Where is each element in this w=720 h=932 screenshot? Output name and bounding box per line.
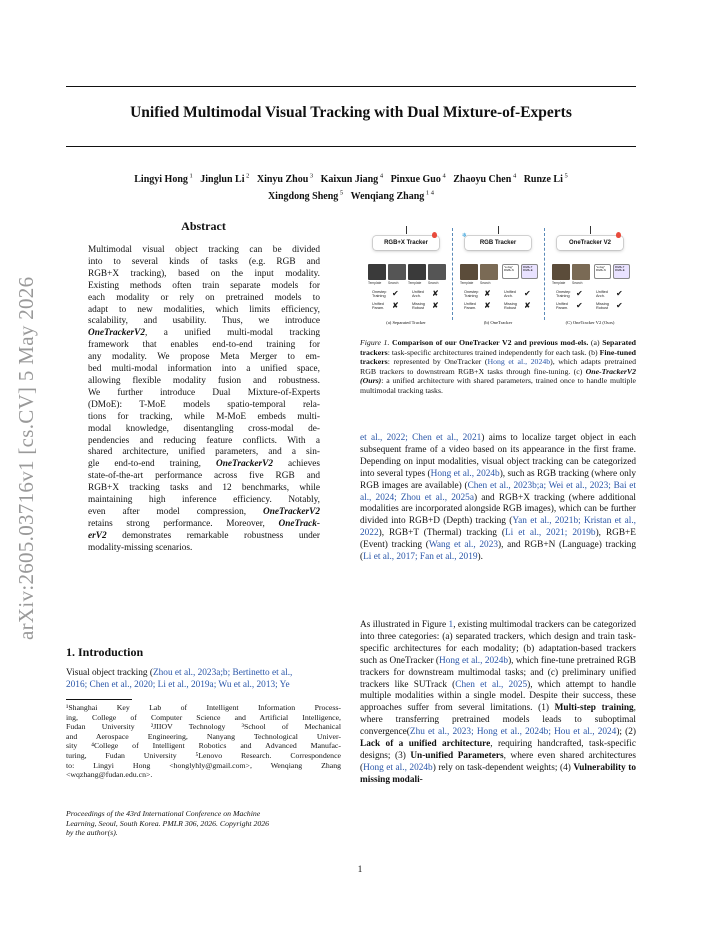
bold-text: els.: [577, 338, 589, 347]
model-name: OneTrackerV2: [88, 328, 145, 339]
modality-callout: "a dog" RGB+N: [502, 264, 519, 279]
thumbnail-label: Search: [480, 281, 491, 285]
frame-thumbnail: [408, 264, 426, 280]
modality-callout: RGB+T RGB+E: [613, 264, 630, 279]
author-name: Wenqiang Zhang $^{1 4}$: [350, 189, 435, 202]
text-run: ), which attempt to handle multiple modalities within a single model. Despite their success, these approaches suffer from several limitations. (1): [360, 679, 636, 714]
footnote-line: ing, College of Computer Science and Artificial Intelligence,: [66, 712, 341, 722]
text-run: : task-specific architectures trained independently for each task. (b): [387, 347, 600, 357]
introduction-first-lines: [66, 668, 341, 692]
bold-text: Comparison of our OneTracker V2 and previous mod-: [392, 338, 578, 347]
citation-link[interactable]: Hong et al., 2024b: [363, 762, 433, 773]
footnote-line: to: Lingyi Hong <honglyhly@gmail.com>, Wenqiang Zhang: [66, 760, 341, 770]
abstract-line: scalability, and usability. Thus, we introduce: [88, 316, 320, 327]
section-heading-introduction: 1. Introduction: [66, 645, 144, 659]
affiliation-mark: 1 4: [424, 189, 435, 197]
footnote-line: turing, Fudan University ⁵Lenovo Research. Correspondence: [66, 750, 341, 760]
caption-text: [360, 338, 636, 396]
abstract-line: OneTrackerV2, a unified multi-modal tracking: [88, 328, 320, 339]
abstract-line: bed multi-modal information into a unified space,: [88, 364, 320, 375]
abstract-line: each modality or rely on pretrained models to: [88, 292, 320, 303]
text-run: , requiring handcrafted, task-specific designs; (3): [360, 739, 636, 761]
abstract-line: tions for tracking, while M-MoE embeds multi-: [88, 411, 320, 422]
text-run: ), such as RGB tracking (where only RGB images are available) (: [360, 468, 636, 491]
snowflake-icon: ❄: [462, 232, 468, 239]
panel-label: (b) OneTracker: [483, 320, 513, 325]
thumbnail-label: Search: [428, 281, 439, 285]
thumbnail-label: Template: [408, 281, 422, 285]
author-name: Pinxue Guo $^4$: [390, 173, 446, 186]
arrow-up-icon: [498, 226, 499, 234]
check-icon: ✔: [576, 289, 583, 298]
criterion-label: Missing Robust: [412, 302, 425, 311]
text-run: , existing multimodal trackers can be categorized into three categories: (a) separated trackers, which design and train task-specific architectures for each modality; (b) adaptation-based trackers such as OneTracker (: [360, 620, 637, 666]
citation-link[interactable]: Chen et al., 2025: [455, 679, 528, 690]
panel-label: (a) Separated Tracker: [386, 320, 426, 325]
author-name: Lingyi Hong $^1$: [134, 173, 193, 186]
abstract-body: [88, 245, 320, 555]
figure-panel: [452, 224, 544, 332]
fire-icon: [432, 232, 437, 238]
paper-title: Unified Multimodal Visual Tracking with Dual Mixture-of-Experts: [130, 104, 572, 121]
affiliation-mark: 5: [338, 189, 344, 197]
arrow-up-icon: [590, 226, 591, 234]
text-run: ) aims to localize target object in each subsequent frame of a video based on its appearance in the first frame. Depending on input modalities, visual object tracking can be categorized into several types (: [360, 433, 637, 479]
proceedings-note: [66, 809, 341, 838]
bold-text: Fine-tuned trackers: [360, 347, 636, 367]
criterion-label: Onestep Training: [556, 290, 571, 299]
bold-text: Separated trackers: [360, 338, 636, 357]
paragraph-text: [360, 433, 636, 564]
footnote-line: sity ⁴College of Intelligent Robotics and Advanced Manufac-: [66, 741, 341, 751]
footnote-line: Fudan University ²JIIOV Technology ³School of Mechanical: [66, 722, 341, 732]
frame-thumbnail: [460, 264, 478, 280]
bold-text: Multi-step training: [554, 703, 634, 714]
affiliation-mark: 4: [440, 173, 446, 180]
frame-thumbnail: [552, 264, 570, 280]
modality-callout: RGB+T RGB+E: [521, 264, 538, 279]
abstract-line: We further introduce Dual Mixture-of-Experts: [88, 387, 320, 398]
footnote-line: and Aerospace Engineering, Nanyang Technological Univer-: [66, 731, 341, 741]
criterion-label: Unified Arch.: [596, 290, 608, 299]
cross-icon: ✘: [524, 301, 531, 310]
text-run: : a unified architecture with shared parameters, trained once to handle multiple multimodal tracking tasks.: [360, 376, 636, 395]
text-run: , where transferring pretrained models leads to suboptimal convergence(: [360, 703, 636, 738]
citation-link[interactable]: 2016; Chen et al., 2020; Li et al., 2019a; Wu et al., 2013; Ye: [66, 679, 290, 690]
introduction-paragraph-2: [360, 620, 636, 787]
criterion-label: Missing Robust: [504, 302, 517, 311]
panel-divider: [544, 228, 545, 320]
bold-text: Vulnerability to missing modali-: [360, 762, 636, 785]
thumbnail-label: Search: [388, 281, 399, 285]
citation-link[interactable]: Hong et al., 2024b: [439, 655, 509, 666]
check-icon: ✔: [524, 289, 531, 298]
tracker-box: RGB Tracker: [465, 236, 531, 250]
citation-link[interactable]: Chen et al., 2023b;a; Wei et al., 2023; Bai et al., 2024; Zhou et al., 2025a: [360, 480, 636, 503]
figure-1: [360, 224, 636, 332]
criterion-label: Onestep Training: [372, 290, 387, 299]
abstract-line: pendencies and reducing feature conflicts. With a: [88, 435, 320, 446]
abstract-line: retains strong performance. Moreover, OneTrack-: [88, 518, 320, 529]
title-bottom-rule: [66, 146, 636, 147]
citation-link[interactable]: Hong et al., 2024b: [430, 468, 500, 479]
thumbnail-label: Search: [572, 281, 583, 285]
footnote-rule: [66, 699, 132, 700]
arrow-up-icon: [406, 226, 407, 234]
affiliation-mark: 3: [308, 173, 314, 180]
abstract-line: RGB+X tracking), based on the input modality.: [88, 268, 320, 279]
figure-1-caption: [360, 338, 636, 396]
footnote-line: <wqzhang@fudan.edu.cn>.: [66, 770, 153, 780]
affiliation-footnote: [66, 703, 341, 780]
frame-thumbnail: [572, 264, 590, 280]
check-icon: ✔: [616, 289, 623, 298]
paragraph-text: [360, 620, 636, 787]
criterion-label: Onestep Training: [464, 290, 479, 299]
italic-text: Figure 1.: [360, 338, 393, 347]
intro-text: Visual object tracking (: [66, 668, 153, 678]
model-name: OneTrackerV2: [215, 459, 273, 470]
fire-icon: [616, 232, 621, 238]
citation-link[interactable]: Li et al., 2017; Fan et al., 2019: [363, 552, 478, 563]
affiliation-mark: 4: [378, 173, 384, 180]
citation-link[interactable]: Hong et al., 2024b: [487, 357, 551, 367]
author-name: Runze Li $^5$: [523, 173, 568, 186]
abstract-line: erV2 demonstrates remarkable robustness under: [88, 530, 320, 541]
proceedings-line: Proceedings of the 43rd International Conference on Machine: [66, 809, 261, 818]
abstract-line: even after model compression, OneTrackerV2: [88, 506, 320, 517]
top-rule: [66, 86, 636, 87]
affiliation-mark: 1: [187, 173, 193, 180]
thumbnail-label: Template: [460, 281, 474, 285]
abstract-line: adapt to new modalities, which limits efficiency,: [88, 304, 320, 315]
introduction-paragraph-1: [360, 433, 636, 564]
model-name: OneTrackerV2: [263, 506, 320, 517]
author-list: [66, 170, 636, 203]
panel-divider: [452, 228, 453, 320]
citation-link[interactable]: Zhou et al., 2023a;b; Bertinetto et al.,: [152, 668, 293, 678]
text-run: ).: [477, 552, 483, 563]
frame-thumbnail: [388, 264, 406, 280]
modality-callout: "a dog" RGB+N: [594, 264, 611, 279]
model-name: OneTrack-: [278, 518, 320, 529]
author-name: Kaixun Jiang $^4$: [320, 173, 384, 186]
criterion-label: Unified Param.: [556, 302, 569, 311]
frame-thumbnail: [428, 264, 446, 280]
cross-icon: ✘: [432, 289, 439, 298]
author-name: Jinglun Li $^2$: [200, 173, 250, 186]
abstract-line: maintaining high inference efficiency. Notably,: [88, 495, 320, 506]
frame-thumbnail: [368, 264, 386, 280]
abstract-line: Existing methods often train separate models for: [88, 280, 320, 291]
frame-thumbnail: [480, 264, 498, 280]
proceedings-line: Learning, Seoul, South Korea. PMLR 306, 2026. Copyright 2026: [66, 818, 270, 828]
proceedings-line: by the author(s).: [66, 828, 118, 838]
abstract-line: Multimodal visual object tracking can be divided: [88, 245, 320, 255]
text-run: ), which fine-tune pretrained RGB trackers for downstream multimodal tasks; and (c) preliminary unified trackers like SUTrack (: [360, 655, 636, 690]
cross-icon: ✘: [392, 301, 399, 310]
footnote-line: ¹Shanghai Key Lab of Intelligent Information Process-: [66, 703, 341, 712]
abstract-line: any modality. We propose Meta Merger to em-: [88, 352, 320, 363]
citation-link[interactable]: Li et al., 2021; 2019b: [504, 528, 596, 539]
abstract-heading: Abstract: [181, 219, 226, 233]
abstract-line: allowing flexible modality fusion and robustness.: [88, 375, 320, 386]
criterion-label: Unified Arch.: [504, 290, 516, 299]
arxiv-identifier[interactable]: arXiv:2605.03716v1 [cs.CV] 5 May 2026: [14, 276, 38, 640]
author-name: Zhaoyu Chen $^4$: [453, 173, 517, 186]
model-name: erV2: [88, 530, 107, 541]
abstract-line: gle end-to-end training, OneTrackerV2 achieves: [88, 459, 321, 470]
text-run: , where even shared architectures (: [360, 750, 636, 773]
author-name: Xinyu Zhou $^3$: [256, 173, 314, 186]
text-run: ), and RGB+N (Language) tracking (: [360, 540, 636, 563]
thumbnail-label: Template: [552, 281, 566, 285]
bold-text: Un-unified Parameters: [410, 750, 504, 761]
abstract-line: framework that enables end-to-end training for: [88, 340, 320, 351]
abstract-line: (DMoE): T-MoE models spatio-temporal rela-: [88, 399, 320, 410]
abstract-line: modality-missing scenarios.: [88, 542, 193, 553]
abstract-line: RGB+X tracking tasks and 12 benchmarks, while: [88, 483, 320, 494]
figure-panel: [360, 224, 452, 332]
tracker-box: RGB+X Tracker: [373, 236, 439, 250]
citation-link[interactable]: Yan et al., 2021b; Kristan et al., 2022: [360, 516, 636, 539]
text-run: ); (2): [616, 727, 637, 738]
affiliation-mark: 5: [562, 173, 568, 180]
abstract-line: modal knowledge, disentangling cross-modal de-: [88, 423, 320, 434]
text-run: ), RGB+E (Event) tracking (: [360, 528, 636, 551]
affiliation-mark: 2: [244, 173, 250, 180]
cross-icon: ✘: [484, 289, 491, 298]
criterion-label: Missing Robust: [596, 302, 609, 311]
bold-text: Lack of a unified architecture: [360, 739, 491, 750]
criterion-label: Unified Param.: [464, 302, 477, 311]
criterion-label: Unified Arch.: [412, 290, 424, 299]
figure-panel: [544, 224, 636, 332]
check-icon: ✔: [576, 301, 583, 310]
affiliation-mark: 4: [511, 173, 517, 180]
cross-icon: ✘: [484, 301, 491, 310]
text-run: ) and RGB+X tracking (where additional modalities are incorporated alongside RGB images), which can be further divided into RGB+D (Depth) tracking (: [360, 492, 636, 527]
author-name: Xingdong Sheng $^5$: [267, 189, 344, 202]
page-number: 1: [357, 865, 363, 875]
tracker-box: OneTracker V2: [557, 236, 623, 250]
citation-link[interactable]: Zhu et al., 2023; Hong et al., 2024b; Hou et al., 2024: [409, 727, 617, 738]
criterion-label: Unified Param.: [372, 302, 385, 311]
text-run: ) rely on task-dependent weights; (4): [432, 762, 574, 773]
text-run: (a): [588, 338, 603, 347]
text-run: ), which adapts pretrained RGB trackers to downstream RGB+X tasks through fine-tuning. (c): [360, 357, 636, 376]
text-run: As illustrated in Figure: [360, 620, 449, 630]
cross-icon: ✘: [432, 301, 439, 310]
abstract-line: shared architecture, unified parameters, and a sin-: [88, 447, 320, 458]
text-run: : represented by OneTracker (: [387, 357, 488, 367]
bold-italic-text: One-TrackerV2 (Ours): [360, 366, 636, 386]
citation-link[interactable]: Wang et al., 2023: [428, 540, 498, 551]
thumbnail-label: Template: [368, 281, 382, 285]
check-icon: ✔: [616, 301, 623, 310]
citation-link[interactable]: et al., 2022; Chen et al., 2021: [360, 433, 482, 443]
panel-label: (C) OneTracker V2 (Ours): [565, 320, 615, 325]
abstract-line: state-of-the-art performance across five RGB and: [88, 471, 320, 482]
text-run: ), RGB+T (Thermal) tracking (: [378, 528, 505, 539]
citation-link[interactable]: 1: [448, 620, 454, 630]
abstract-line: into to several kinds of tasks (e.g. RGB and: [88, 256, 320, 267]
check-icon: ✔: [392, 289, 399, 298]
